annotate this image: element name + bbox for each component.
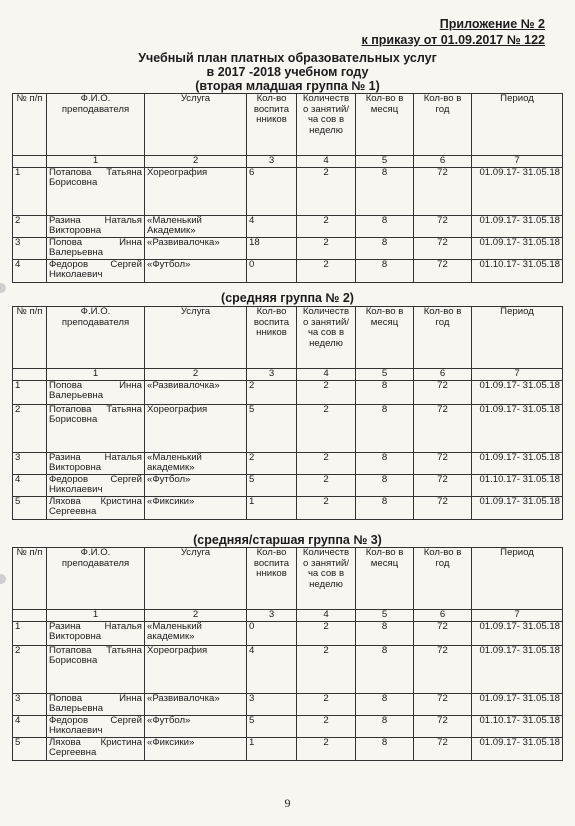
- column-header-teacher: Ф.И.О. преподавателя: [47, 307, 145, 369]
- cell-service: «Развивалочка»: [145, 380, 247, 404]
- cell-month: 8: [356, 715, 414, 737]
- cell-no: 5: [13, 496, 47, 519]
- table-header-row: [13, 548, 563, 610]
- cell-pupils: 2: [247, 452, 297, 474]
- cell-week: 2: [297, 645, 356, 693]
- table-header-row: [13, 307, 563, 369]
- cell-teacher: Федоров Сергей Николаевич: [47, 259, 145, 282]
- column-header-service: Услуга: [145, 94, 247, 156]
- cell-month: 8: [356, 452, 414, 474]
- cell-teacher: Ляхова Кристина Сергеевна: [47, 496, 145, 519]
- table-row: [13, 496, 563, 519]
- cell-year: 72: [414, 237, 472, 259]
- cell-period: 01.10.17- 31.05.18: [472, 715, 563, 737]
- cell-no: 3: [13, 237, 47, 259]
- cell-no: 1: [13, 167, 47, 215]
- cell-teacher: Потапова Татьяна Борисовна: [47, 404, 145, 452]
- cell-no: 3: [13, 452, 47, 474]
- cell-period: 01.10.17- 31.05.18: [472, 259, 563, 282]
- table-row: [13, 621, 563, 645]
- column-number: 1: [47, 156, 145, 168]
- column-number: 3: [247, 156, 297, 168]
- column-header-service: Услуга: [145, 307, 247, 369]
- cell-pupils: 0: [247, 621, 297, 645]
- cell-period: 01.10.17- 31.05.18: [472, 474, 563, 496]
- cell-year: 72: [414, 715, 472, 737]
- column-number: 7: [472, 610, 563, 622]
- cell-pupils: 0: [247, 259, 297, 282]
- column-header-per-month: Кол-во в месяц: [356, 94, 414, 156]
- cell-year: 72: [414, 645, 472, 693]
- cell-month: 8: [356, 215, 414, 237]
- plan-table-group-3: [12, 547, 563, 761]
- table-row: [13, 715, 563, 737]
- column-header-per-year: Кол-во в год: [414, 548, 472, 610]
- cell-pupils: 5: [247, 715, 297, 737]
- cell-year: 72: [414, 404, 472, 452]
- column-number: 5: [356, 610, 414, 622]
- cell-pupils: 5: [247, 474, 297, 496]
- cell-week: 2: [297, 737, 356, 760]
- cell-month: 8: [356, 380, 414, 404]
- plan-table-group-2: [12, 306, 563, 520]
- cell-service: «Фиксики»: [145, 737, 247, 760]
- cell-teacher: Попова Инна Валерьевна: [47, 693, 145, 715]
- cell-period: 01.09.17- 31.05.18: [472, 645, 563, 693]
- cell-no: 3: [13, 693, 47, 715]
- cell-service: «Фиксики»: [145, 496, 247, 519]
- cell-service: Хореография: [145, 404, 247, 452]
- column-header-per-year: Кол-во в год: [414, 307, 472, 369]
- cell-period: 01.09.17- 31.05.18: [472, 215, 563, 237]
- cell-no: 2: [13, 404, 47, 452]
- cell-teacher: Потапова Татьяна Борисовна: [47, 167, 145, 215]
- column-number: 4: [297, 369, 356, 381]
- cell-teacher: Попова Инна Валерьевна: [47, 237, 145, 259]
- column-number: 4: [297, 610, 356, 622]
- cell-year: 72: [414, 452, 472, 474]
- table-row: [13, 645, 563, 693]
- cell-year: 72: [414, 474, 472, 496]
- column-number: 5: [356, 156, 414, 168]
- cell-month: 8: [356, 645, 414, 693]
- column-number: 2: [145, 156, 247, 168]
- table-row: [13, 693, 563, 715]
- cell-no: 2: [13, 645, 47, 693]
- order-reference: к приказу от 01.09.2017 № 122: [361, 33, 545, 47]
- cell-period: 01.09.17- 31.05.18: [472, 167, 563, 215]
- cell-month: 8: [356, 693, 414, 715]
- table-row: [13, 259, 563, 282]
- cell-teacher: Федоров Сергей Николаевич: [47, 474, 145, 496]
- column-number: 2: [145, 610, 247, 622]
- cell-week: 2: [297, 715, 356, 737]
- column-number: 6: [414, 369, 472, 381]
- table-row: [13, 452, 563, 474]
- cell-service: «Маленький академик»: [145, 452, 247, 474]
- cell-pupils: 3: [247, 693, 297, 715]
- cell-period: 01.09.17- 31.05.18: [472, 693, 563, 715]
- cell-week: 2: [297, 237, 356, 259]
- column-number-row: [13, 610, 563, 622]
- column-header-per-year: Кол-во в год: [414, 94, 472, 156]
- column-number: 5: [356, 369, 414, 381]
- cell-service: «Маленький Академик»: [145, 215, 247, 237]
- column-header-pupils: Кол-во воспита нников: [247, 307, 297, 369]
- table-row: [13, 167, 563, 215]
- column-number: 4: [297, 156, 356, 168]
- column-number-blank: [13, 610, 47, 622]
- column-number-row: [13, 369, 563, 381]
- cell-pupils: 1: [247, 496, 297, 519]
- column-header-per-week: Количеств о занятий/ча сов в неделю: [297, 94, 356, 156]
- cell-week: 2: [297, 404, 356, 452]
- column-header-per-month: Кол-во в месяц: [356, 548, 414, 610]
- cell-year: 72: [414, 621, 472, 645]
- column-number: 7: [472, 156, 563, 168]
- column-header-pupils: Кол-во воспита нников: [247, 94, 297, 156]
- cell-service: Хореография: [145, 645, 247, 693]
- table-row: [13, 215, 563, 237]
- cell-week: 2: [297, 452, 356, 474]
- page-number: 9: [284, 796, 291, 810]
- cell-month: 8: [356, 167, 414, 215]
- column-number: 6: [414, 610, 472, 622]
- column-number: 2: [145, 369, 247, 381]
- doc-title: Учебный план платных образовательных услуг: [138, 51, 437, 65]
- cell-period: 01.09.17- 31.05.18: [472, 404, 563, 452]
- cell-service: Хореография: [145, 167, 247, 215]
- cell-month: 8: [356, 237, 414, 259]
- cell-year: 72: [414, 693, 472, 715]
- column-header-teacher: Ф.И.О. преподавателя: [47, 548, 145, 610]
- column-number-blank: [13, 156, 47, 168]
- column-number: 1: [47, 610, 145, 622]
- cell-year: 72: [414, 380, 472, 404]
- cell-no: 5: [13, 737, 47, 760]
- cell-no: 4: [13, 474, 47, 496]
- cell-week: 2: [297, 496, 356, 519]
- column-header-no: № п/п: [13, 548, 47, 610]
- cell-year: 72: [414, 167, 472, 215]
- cell-month: 8: [356, 496, 414, 519]
- cell-year: 72: [414, 215, 472, 237]
- cell-month: 8: [356, 259, 414, 282]
- cell-pupils: 6: [247, 167, 297, 215]
- cell-month: 8: [356, 474, 414, 496]
- cell-period: 01.09.17- 31.05.18: [472, 496, 563, 519]
- column-header-period: Период: [472, 94, 563, 156]
- doc-subtitle: в 2017 -2018 учебном году: [206, 65, 369, 79]
- cell-pupils: 4: [247, 215, 297, 237]
- cell-period: 01.09.17- 31.05.18: [472, 452, 563, 474]
- cell-month: 8: [356, 737, 414, 760]
- column-header-period: Период: [472, 307, 563, 369]
- cell-teacher: Разина Наталья Викторовна: [47, 621, 145, 645]
- table-row: [13, 737, 563, 760]
- cell-week: 2: [297, 215, 356, 237]
- column-number-row: [13, 156, 563, 168]
- cell-pupils: 2: [247, 380, 297, 404]
- column-header-no: № п/п: [13, 94, 47, 156]
- cell-no: 2: [13, 215, 47, 237]
- cell-service: «Футбол»: [145, 715, 247, 737]
- cell-year: 72: [414, 737, 472, 760]
- column-number-blank: [13, 369, 47, 381]
- cell-month: 8: [356, 621, 414, 645]
- table-row: [13, 474, 563, 496]
- cell-service: «Развивалочка»: [145, 237, 247, 259]
- cell-period: 01.09.17- 31.05.18: [472, 621, 563, 645]
- table-row: [13, 237, 563, 259]
- column-number: 7: [472, 369, 563, 381]
- cell-service: «Футбол»: [145, 474, 247, 496]
- group-heading-3: (средняя/старшая группа № 3): [193, 533, 382, 547]
- table-row: [13, 380, 563, 404]
- cell-no: 1: [13, 380, 47, 404]
- cell-year: 72: [414, 259, 472, 282]
- cell-teacher: Ляхова Кристина Сергеевна: [47, 737, 145, 760]
- cell-no: 4: [13, 715, 47, 737]
- cell-week: 2: [297, 380, 356, 404]
- group-heading-2: (средняя группа № 2): [221, 291, 354, 305]
- cell-teacher: Попова Инна Валерьевна: [47, 380, 145, 404]
- cell-service: «Маленький академик»: [145, 621, 247, 645]
- column-number: 3: [247, 610, 297, 622]
- cell-week: 2: [297, 621, 356, 645]
- group-heading-1: (вторая младшая группа № 1): [195, 79, 380, 93]
- table-header-row: [13, 94, 563, 156]
- cell-period: 01.09.17- 31.05.18: [472, 737, 563, 760]
- cell-week: 2: [297, 167, 356, 215]
- column-header-service: Услуга: [145, 548, 247, 610]
- appendix-label: Приложение № 2: [439, 17, 545, 31]
- cell-pupils: 18: [247, 237, 297, 259]
- column-header-per-week: Количеств о занятий/ча сов в неделю: [297, 548, 356, 610]
- binder-hole: [0, 574, 6, 584]
- cell-service: «Развивалочка»: [145, 693, 247, 715]
- cell-service: «Футбол»: [145, 259, 247, 282]
- cell-month: 8: [356, 404, 414, 452]
- column-header-no: № п/п: [13, 307, 47, 369]
- cell-week: 2: [297, 474, 356, 496]
- column-header-per-week: Количеств о занятий/ча сов в неделю: [297, 307, 356, 369]
- cell-pupils: 5: [247, 404, 297, 452]
- cell-no: 4: [13, 259, 47, 282]
- cell-period: 01.09.17- 31.05.18: [472, 237, 563, 259]
- column-header-period: Период: [472, 548, 563, 610]
- cell-pupils: 1: [247, 737, 297, 760]
- column-number: 1: [47, 369, 145, 381]
- cell-week: 2: [297, 259, 356, 282]
- column-number: 3: [247, 369, 297, 381]
- column-header-per-month: Кол-во в месяц: [356, 307, 414, 369]
- column-number: 6: [414, 156, 472, 168]
- column-header-teacher: Ф.И.О. преподавателя: [47, 94, 145, 156]
- table-row: [13, 404, 563, 452]
- cell-year: 72: [414, 496, 472, 519]
- cell-period: 01.09.17- 31.05.18: [472, 380, 563, 404]
- cell-week: 2: [297, 693, 356, 715]
- cell-teacher: Разина Наталья Викторовна: [47, 215, 145, 237]
- cell-teacher: Федоров Сергей Николаевич: [47, 715, 145, 737]
- column-header-pupils: Кол-во воспита нников: [247, 548, 297, 610]
- cell-no: 1: [13, 621, 47, 645]
- cell-teacher: Разина Наталья Викторовна: [47, 452, 145, 474]
- cell-teacher: Потапова Татьяна Борисовна: [47, 645, 145, 693]
- cell-pupils: 4: [247, 645, 297, 693]
- plan-table-group-1: [12, 93, 563, 283]
